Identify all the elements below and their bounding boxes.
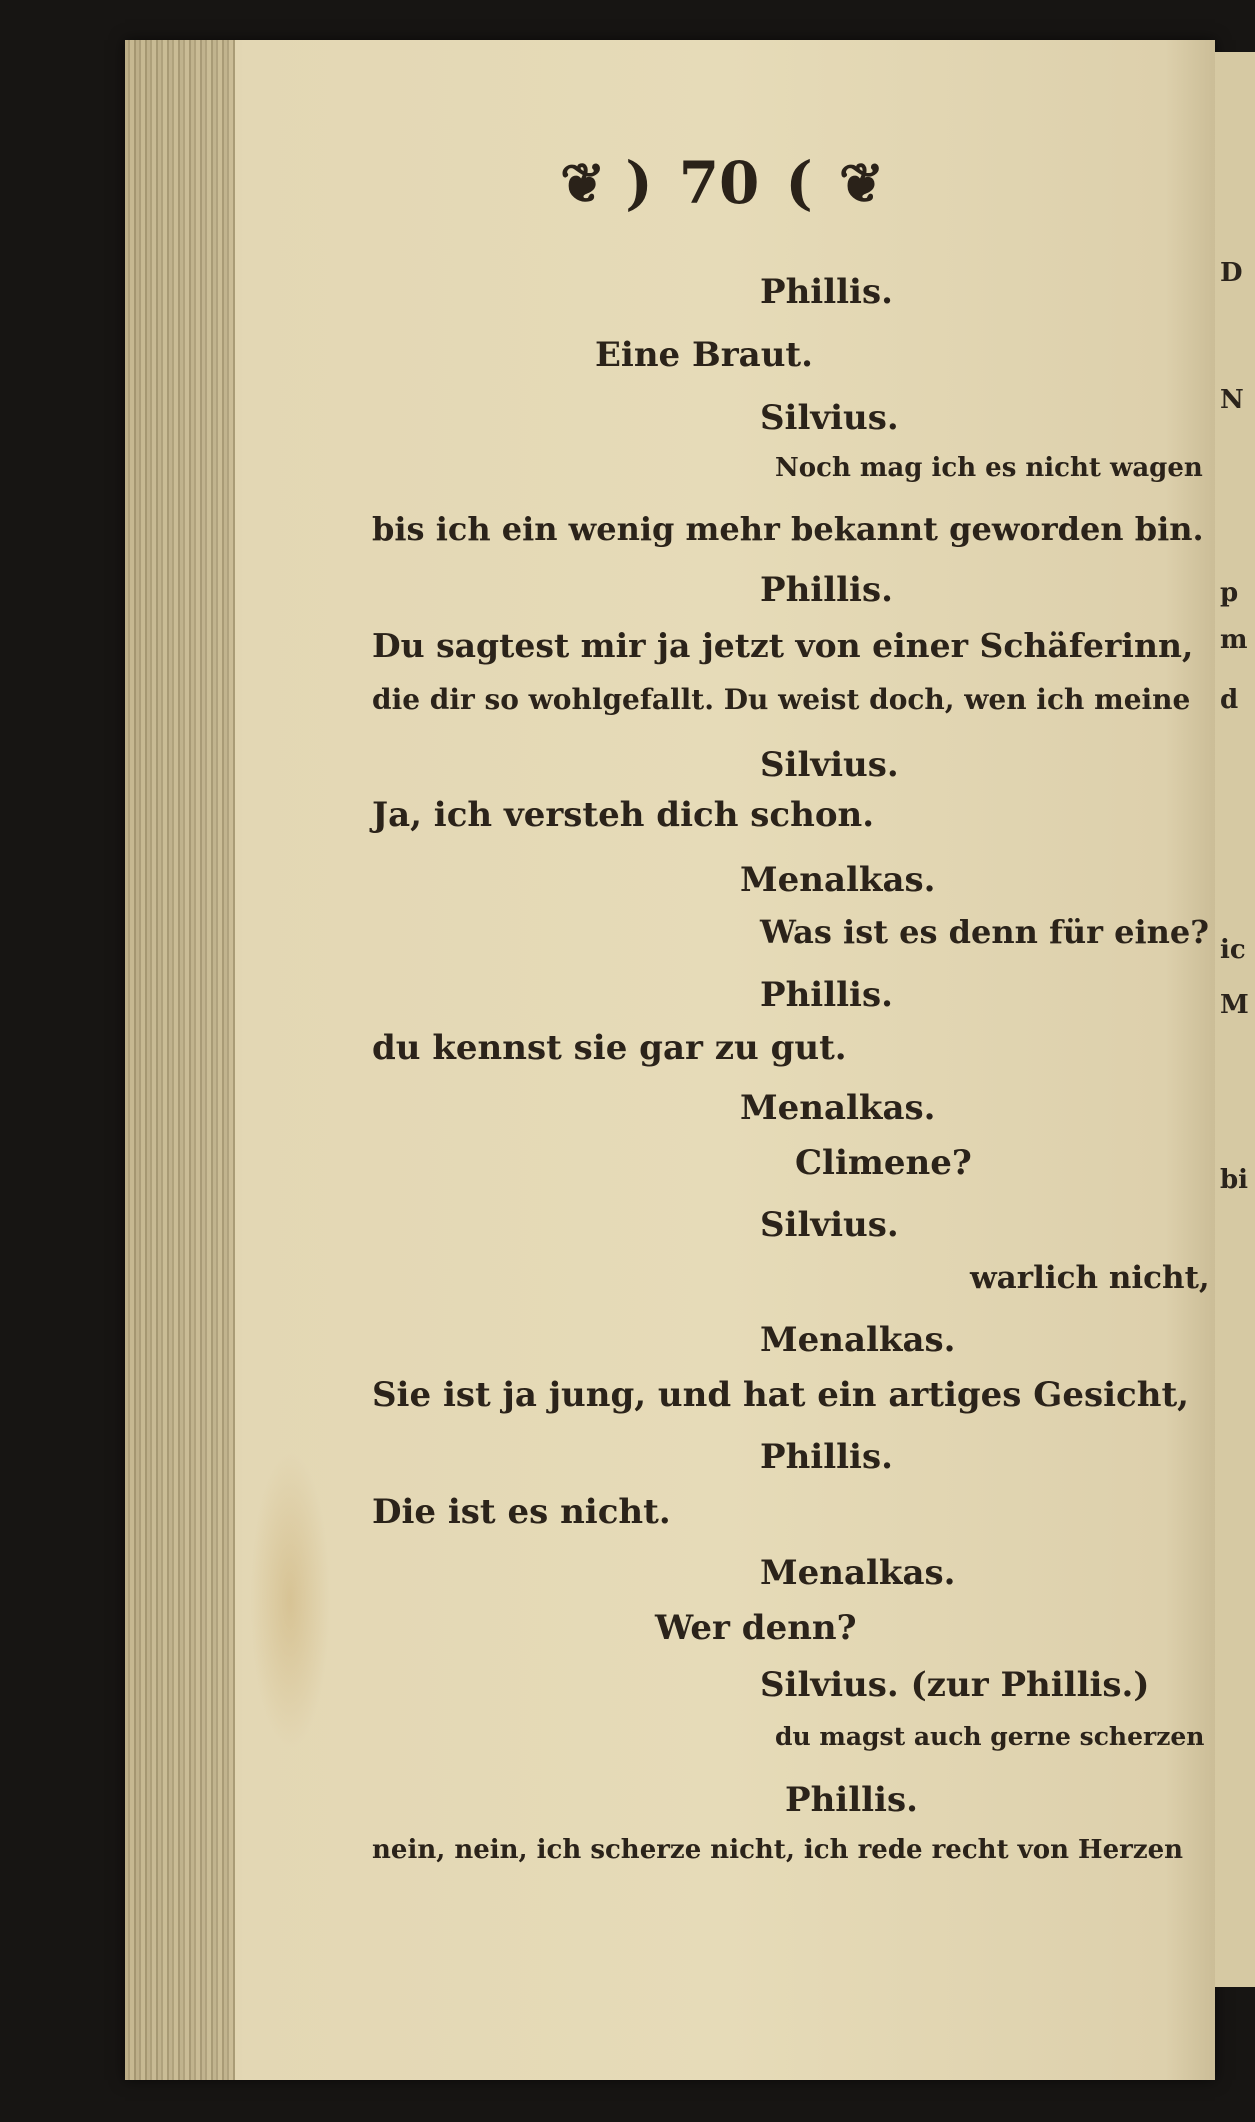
speaker-name: Phillis. — [760, 570, 893, 610]
text-line: warlich nicht, — [970, 1260, 1210, 1296]
speaker-name: Silvius. — [760, 745, 899, 785]
speaker-name: Menalkas. — [740, 1088, 936, 1128]
text-line: Wer denn? — [655, 1608, 857, 1648]
next-page-letter: bi — [1220, 1165, 1249, 1195]
text-line: Climene? — [795, 1143, 972, 1183]
text-line: nein, nein, ich scherze nicht, ich rede recht von Herzen — [372, 1835, 1184, 1865]
speaker-name: Phillis. — [760, 272, 893, 312]
speaker-name: Phillis. — [785, 1780, 918, 1820]
speaker-name: Silvius. — [760, 1205, 899, 1245]
text-line: du kennst sie gar zu gut. — [372, 1028, 847, 1068]
page-number: 70 — [678, 149, 760, 217]
speaker-name: Menalkas. — [760, 1320, 956, 1360]
header-paren-right: ( — [785, 149, 813, 217]
speaker-name: Silvius. (zur Phillis.) — [760, 1665, 1150, 1705]
text-line: bis ich ein wenig mehr bekannt geworden bin. — [372, 510, 1204, 548]
ornament-icon: ❦ — [560, 151, 600, 215]
text-line: Die ist es nicht. — [372, 1492, 671, 1532]
text-line: Noch mag ich es nicht wagen — [775, 453, 1203, 483]
speaker-name: Menalkas. — [740, 860, 936, 900]
page-header — [560, 148, 1100, 218]
text-line: Du sagtest mir ja jetzt von einer Schäferinn, — [372, 626, 1194, 665]
speaker-name: Silvius. — [760, 398, 899, 438]
next-page-letter: d — [1220, 685, 1239, 715]
next-page-letter: N — [1220, 385, 1244, 415]
ornament-icon: ❦ — [838, 151, 879, 215]
next-page-letter: m — [1220, 625, 1248, 655]
water-stain — [250, 1450, 330, 1750]
text-line: Ja, ich versteh dich schon. — [372, 795, 875, 835]
header-paren-left: ) — [625, 149, 653, 217]
text-line: Sie ist ja jung, und hat ein artiges Gesicht, — [372, 1375, 1189, 1415]
text-line: die dir so wohlgefallt. Du weist doch, wen ich meine — [372, 683, 1191, 716]
text-line: Was ist es denn für eine? — [760, 913, 1209, 951]
speaker-name: Menalkas. — [760, 1553, 956, 1593]
page-edges — [125, 40, 235, 2080]
text-line: du magst auch gerne scherzen — [775, 1722, 1205, 1751]
next-page-letter: M — [1220, 990, 1249, 1020]
speaker-name: Phillis. — [760, 1437, 893, 1477]
text-line: Eine Braut. — [595, 335, 813, 375]
speaker-name: Phillis. — [760, 975, 893, 1015]
next-page-letter: D — [1220, 258, 1243, 288]
next-page-letter: ic — [1220, 935, 1246, 965]
next-page-letter: p — [1220, 578, 1239, 608]
